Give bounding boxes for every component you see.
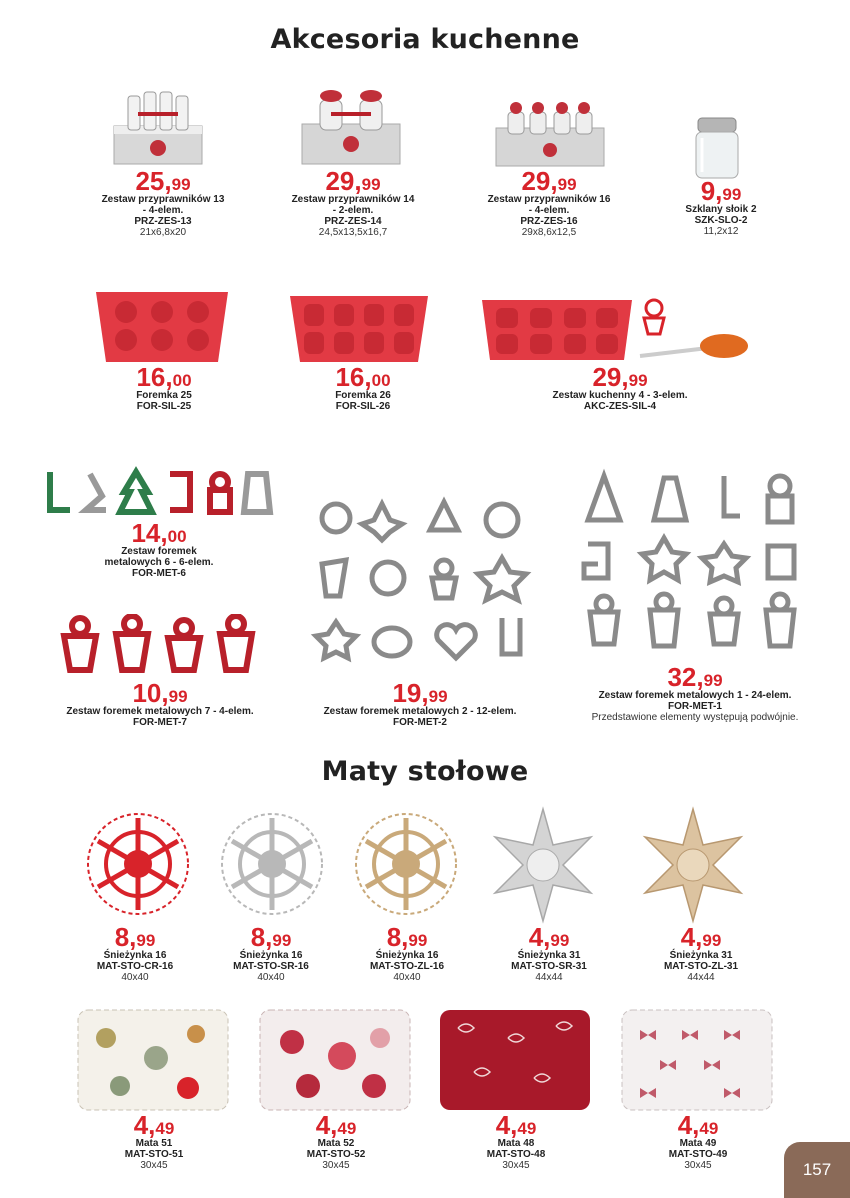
product-mat-zl-31 bbox=[638, 924, 764, 983]
product-mat-cr-16 bbox=[72, 924, 198, 983]
product-name: Zestaw kuchenny 4 - 3-elem. bbox=[552, 390, 688, 401]
snowflake-mat-silver-image bbox=[218, 810, 326, 918]
price: 29,99 bbox=[325, 166, 381, 196]
product-name-line2: - 2-elem. bbox=[332, 205, 374, 216]
price: 9,99 bbox=[700, 176, 742, 206]
product-name: Śnieżynka 31 bbox=[669, 950, 733, 961]
product-metal-cutters-7 bbox=[50, 680, 270, 728]
product-code: FOR-SIL-25 bbox=[136, 401, 192, 412]
product-code: MAT-STO-49 bbox=[668, 1149, 728, 1160]
product-name: Foremka 25 bbox=[136, 390, 192, 401]
product-dimensions: 40x40 bbox=[121, 972, 149, 983]
price: 8,99 bbox=[250, 922, 292, 952]
product-mat-52 bbox=[276, 1112, 396, 1171]
price: 4,49 bbox=[315, 1110, 357, 1140]
product-spice-rack-13 bbox=[88, 168, 238, 238]
product-dimensions: 40x40 bbox=[257, 972, 285, 983]
price: 4,49 bbox=[495, 1110, 537, 1140]
product-silicone-mold-25 bbox=[94, 364, 234, 412]
snowflake-mat-red-image bbox=[84, 810, 192, 918]
silicone-mold-26-image bbox=[286, 290, 432, 366]
product-code: MAT-STO-SR-16 bbox=[233, 961, 309, 972]
product-glass-jar bbox=[656, 178, 786, 237]
product-silicone-mold-26 bbox=[298, 364, 428, 412]
snowflake-mat-gold-image bbox=[352, 810, 460, 918]
product-dimensions: 44x44 bbox=[535, 972, 563, 983]
product-name: Zestaw przyprawników 13 bbox=[101, 194, 225, 205]
product-code: MAT-STO-ZL-31 bbox=[663, 961, 739, 972]
product-code: MAT-STO-ZL-16 bbox=[369, 961, 445, 972]
product-name: Mata 51 bbox=[135, 1138, 173, 1149]
product-name: Szklany słoik 2 bbox=[685, 204, 757, 215]
product-dimensions: 30x45 bbox=[322, 1160, 350, 1171]
product-code: SZK-SLO-2 bbox=[694, 215, 748, 226]
price: 29,99 bbox=[592, 362, 648, 392]
product-mat-49 bbox=[638, 1112, 758, 1171]
price: 14,00 bbox=[131, 518, 187, 548]
product-code: MAT-STO-48 bbox=[486, 1149, 546, 1160]
product-name-line2: - 4-elem. bbox=[142, 205, 184, 216]
product-dimensions: 24,5x13,5x16,7 bbox=[318, 227, 388, 238]
product-name: Mata 49 bbox=[679, 1138, 717, 1149]
price: 10,99 bbox=[132, 678, 188, 708]
spice-rack-16-image bbox=[490, 98, 610, 170]
mat-51-image bbox=[76, 1008, 230, 1112]
product-name: Śnieżynka 16 bbox=[239, 950, 303, 961]
price: 4,49 bbox=[677, 1110, 719, 1140]
price: 4,49 bbox=[133, 1110, 175, 1140]
product-spice-rack-16 bbox=[474, 168, 624, 238]
product-metal-cutters-2 bbox=[310, 680, 530, 728]
metal-cutters-6-image bbox=[40, 466, 276, 520]
product-metal-cutters-1 bbox=[570, 664, 820, 723]
product-name-line2: metalowych 6 - 6-elem. bbox=[104, 557, 214, 568]
product-code: MAT-STO-SR-31 bbox=[511, 961, 587, 972]
product-name: Foremka 26 bbox=[335, 390, 391, 401]
product-spice-rack-14 bbox=[278, 168, 428, 238]
product-name: Śnieżynka 16 bbox=[103, 950, 167, 961]
product-name: Mata 48 bbox=[497, 1138, 535, 1149]
price: 16,00 bbox=[335, 362, 391, 392]
snowflake-mat-silver-31-image bbox=[486, 806, 600, 924]
product-metal-cutters-6 bbox=[84, 520, 234, 579]
product-mat-sr-16 bbox=[208, 924, 334, 983]
product-code: PRZ-ZES-16 bbox=[520, 216, 578, 227]
snowflake-mat-gold-31-image bbox=[636, 806, 750, 924]
product-code: PRZ-ZES-13 bbox=[134, 216, 192, 227]
product-name: Śnieżynka 31 bbox=[517, 950, 581, 961]
mat-52-image bbox=[258, 1008, 412, 1112]
product-dimensions: 11,2x12 bbox=[703, 226, 739, 237]
product-code: FOR-SIL-26 bbox=[335, 401, 391, 412]
price: 29,99 bbox=[521, 166, 577, 196]
section-title-kitchen: Akcesoria kuchenne bbox=[270, 24, 580, 55]
product-code: PRZ-ZES-14 bbox=[324, 216, 382, 227]
product-name: Zestaw przyprawników 16 bbox=[487, 194, 611, 205]
product-mat-48 bbox=[456, 1112, 576, 1171]
product-name: Mata 52 bbox=[317, 1138, 355, 1149]
product-code: MAT-STO-52 bbox=[306, 1149, 366, 1160]
product-dimensions: 30x45 bbox=[502, 1160, 530, 1171]
product-dimensions: 29x8,6x12,5 bbox=[521, 227, 577, 238]
mat-48-image bbox=[438, 1008, 592, 1112]
glass-jar-image bbox=[692, 116, 742, 180]
price: 8,99 bbox=[386, 922, 428, 952]
product-dimensions: 21x6,8x20 bbox=[139, 227, 187, 238]
price: 32,99 bbox=[667, 662, 723, 692]
product-note: Przedstawione elementy występują podwójnie. bbox=[591, 712, 799, 723]
product-code: AKC-ZES-SIL-4 bbox=[583, 401, 657, 412]
product-name-line2: - 4-elem. bbox=[528, 205, 570, 216]
product-code: FOR-MET-7 bbox=[133, 717, 187, 728]
product-dimensions: 40x40 bbox=[393, 972, 421, 983]
product-code: FOR-MET-2 bbox=[393, 717, 447, 728]
kitchen-set-4-image bbox=[478, 294, 758, 364]
section-title-mats: Maty stołowe bbox=[321, 756, 529, 787]
product-name: Śnieżynka 16 bbox=[375, 950, 439, 961]
product-code: FOR-MET-1 bbox=[668, 701, 722, 712]
metal-cutters-2-image bbox=[306, 494, 536, 670]
product-code: FOR-MET-6 bbox=[132, 568, 186, 579]
product-name: Zestaw foremek metalowych 2 - 12-elem. bbox=[323, 706, 517, 717]
product-dimensions: 30x45 bbox=[684, 1160, 712, 1171]
metal-cutters-7-image bbox=[56, 614, 266, 674]
spice-rack-13-image bbox=[108, 86, 208, 168]
spice-rack-14-image bbox=[298, 84, 404, 168]
product-code: MAT-STO-CR-16 bbox=[96, 961, 174, 972]
product-mat-zl-16 bbox=[344, 924, 470, 983]
product-name: Zestaw foremek metalowych 1 - 24-elem. bbox=[598, 690, 792, 701]
price: 8,99 bbox=[114, 922, 156, 952]
price: 16,00 bbox=[136, 362, 192, 392]
product-name: Zestaw foremek bbox=[121, 546, 197, 557]
product-dimensions: 30x45 bbox=[140, 1160, 168, 1171]
product-code: MAT-STO-51 bbox=[124, 1149, 184, 1160]
metal-cutters-1-image bbox=[574, 468, 810, 658]
product-name: Zestaw przyprawników 14 bbox=[291, 194, 415, 205]
silicone-mold-25-image bbox=[92, 286, 232, 366]
product-mat-51 bbox=[94, 1112, 214, 1171]
price: 4,99 bbox=[680, 922, 722, 952]
product-kitchen-set-4 bbox=[540, 364, 700, 412]
price: 25,99 bbox=[135, 166, 191, 196]
product-dimensions: 44x44 bbox=[687, 972, 715, 983]
price: 19,99 bbox=[392, 678, 448, 708]
mat-49-image bbox=[620, 1008, 774, 1112]
product-name: Zestaw foremek metalowych 7 - 4-elem. bbox=[66, 706, 254, 717]
page-number-badge: 157 bbox=[784, 1142, 850, 1198]
price: 4,99 bbox=[528, 922, 570, 952]
product-mat-sr-31 bbox=[486, 924, 612, 983]
